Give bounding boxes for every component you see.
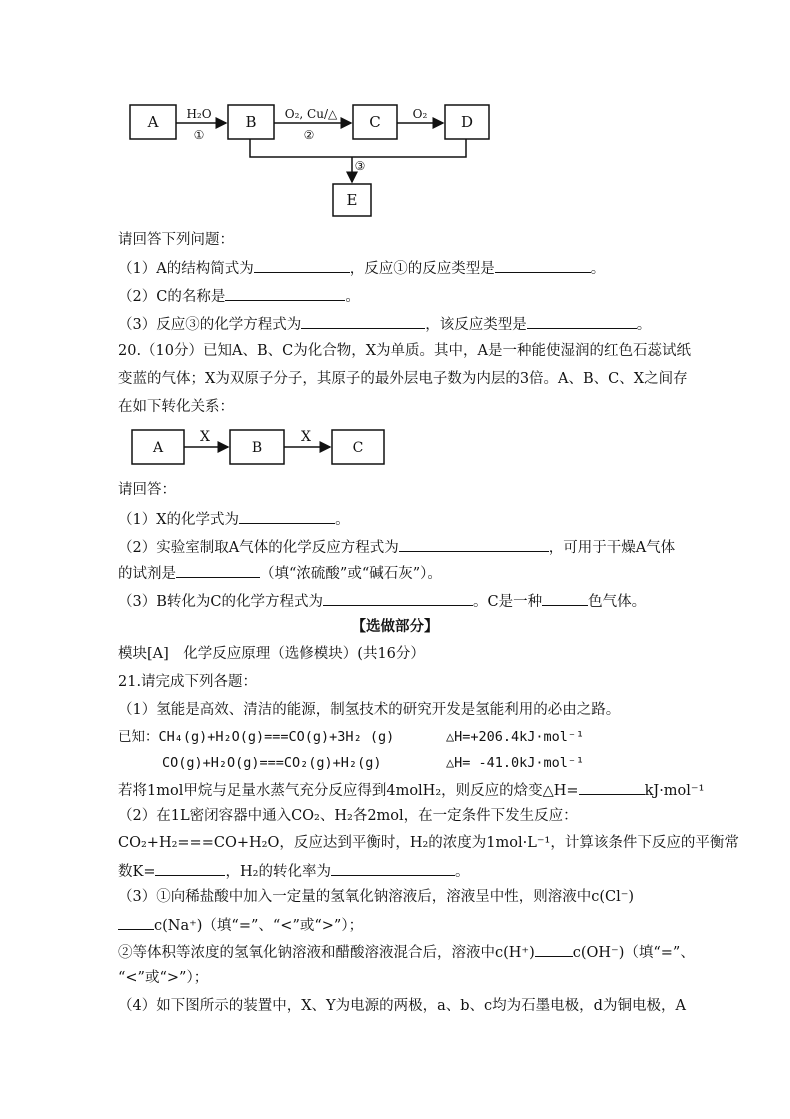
q20-a3: （3）B转化为C的化学方程式为 。C是一种 色气体。 <box>118 590 646 612</box>
q19-line3: （3）反应③的化学方程式为 ，该反应类型是 。 <box>118 313 651 335</box>
node2-C-label: C <box>352 440 364 456</box>
q21-line1: 21.请完成下列各题： <box>118 674 258 690</box>
edge2-top: O₂, Cu/△ <box>284 107 338 121</box>
edge2-1-label: X <box>200 429 210 445</box>
q21-eq1-dh: △H=+206.4kJ·mol⁻¹ <box>446 729 585 745</box>
q21-line6: （2）在1L密闭容器中通入CO₂、H₂各2mol，在一定条件下发生反应： <box>118 808 578 824</box>
q21-line5: 若将1mol甲烷与足量水蒸气充分反应得到4molH₂，则反应的焓变△H= kJ·mol⁻¹ <box>118 779 704 801</box>
section-title: 【选做部分】 <box>351 618 439 635</box>
q21-line10: c(Na⁺)（填“=”、“<”或“>”）； <box>118 914 363 936</box>
edge1-bottom: ① <box>193 128 205 142</box>
edge2-2-label: X <box>301 429 311 445</box>
edge3-top: O₂ <box>412 107 428 121</box>
conversion-diagram <box>0 420 790 476</box>
q19-line2: （2）C的名称是 。 <box>118 285 360 307</box>
q20-line3: 在如下转化关系： <box>118 399 234 415</box>
q21-line13: （4）如下图所示的装置中，X、Y为电源的两极，a、b、c均为石墨电极，d为铜电极，A <box>118 998 686 1014</box>
q21-line2: （1）氢能是高效、清洁的能源，制氢技术的研究开发是氢能利用的必由之路。 <box>118 702 621 718</box>
node2-A-label: A <box>152 440 164 456</box>
q21-eq1: 已知：CH₄(g)+H₂O(g)===CO(g)+3H₂ (g) <box>118 729 395 745</box>
q21-line7: CO₂+H₂===CO+H₂O，反应达到平衡时，H₂的浓度为1mol·L⁻¹，计算该条件下反应的平衡常 <box>118 835 739 851</box>
q20-prompt: 请回答： <box>118 482 176 498</box>
node-B-label: B <box>245 113 257 131</box>
node-A-label: A <box>147 113 159 131</box>
reaction-flow-diagram <box>0 0 790 230</box>
q21-line12: “<”或“>”）； <box>118 970 209 986</box>
q20-a1: （1）X的化学式为 。 <box>118 508 350 530</box>
q19-prompt: 请回答下列问题： <box>118 232 234 248</box>
q21-line9: （3）①向稀盐酸中加入一定量的氢氧化钠溶液后，溶液呈中性，则溶液中c(Cl⁻) <box>118 889 635 905</box>
q20-line1: 20.（10分）已知A、B、C为化合物，X为单质。其中，A是一种能使湿润的红色石蕊试纸 <box>118 343 692 359</box>
q21-line8: 数K= ，H₂的转化率为 。 <box>118 860 469 882</box>
q20-a2-cont: 的试剂是 （填“浓硫酸”或“碱石灰”）。 <box>118 562 442 584</box>
node-C-label: C <box>369 113 381 131</box>
q20-a2: （2）实验室制取A气体的化学反应方程式为 ，可用于干燥A气体 <box>118 536 675 558</box>
q21-eq2-dh: △H= -41.0kJ·mol⁻¹ <box>446 755 585 771</box>
edge4-label: ③ <box>354 159 366 173</box>
edge2-bottom: ② <box>303 128 315 142</box>
edge1-top: H₂O <box>186 107 212 121</box>
module-title: 模块[A] 化学反应原理（选修模块）(共16分） <box>118 646 425 662</box>
node-D-label: D <box>460 113 474 131</box>
node2-B-label: B <box>251 440 263 456</box>
q19-line1: （1）A的结构简式为 ，反应①的反应类型是 。 <box>118 257 605 279</box>
q21-eq2: CO(g)+H₂O(g)===CO₂(g)+H₂(g) <box>162 755 382 771</box>
q21-line11: ②等体积等浓度的氢氧化钠溶液和醋酸溶液混合后，溶液中c(H⁺) c(OH⁻)（填“=”、 <box>118 941 695 963</box>
q20-line2: 变蓝的气体；X为双原子分子，其原子的最外层电子数为内层的3倍。A、B、C、X之间存 <box>118 371 688 387</box>
node-E-label: E <box>346 191 358 209</box>
